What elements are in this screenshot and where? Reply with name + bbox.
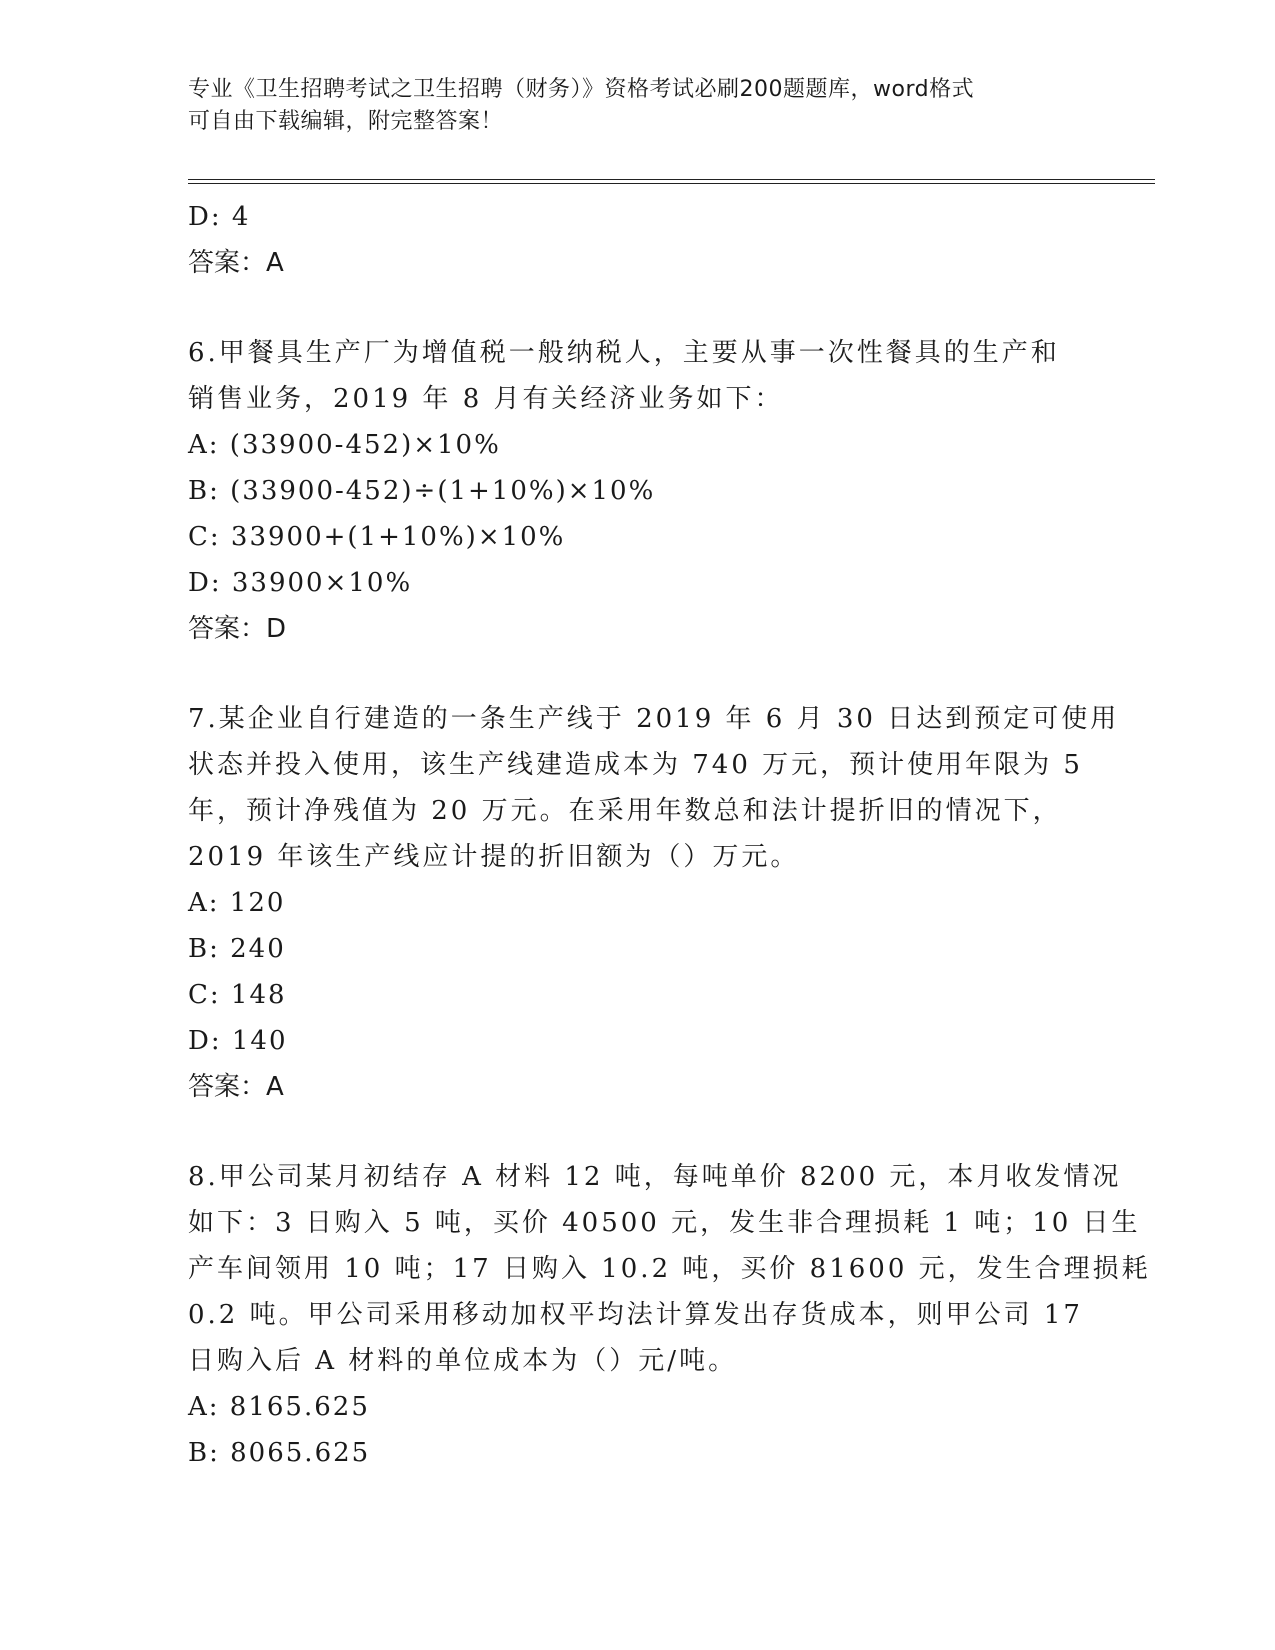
- question-8: [188, 1154, 1151, 1476]
- spacer: [188, 286, 1068, 330]
- question-8-option-a: A: 8165.625: [188, 1392, 370, 1422]
- question-6-option-d: D: 33900×10%: [188, 568, 413, 598]
- spacer: [188, 1110, 1068, 1154]
- question-7-line-3: 年，预计净残值为 20 万元。在采用年数总和法计提折旧的情况下，: [188, 796, 1062, 826]
- header-line-1: 专业《卫生招聘考试之卫生招聘（财务）》资格考试必刷200题题库，word格式: [188, 77, 975, 102]
- question-7-option-a: A: 120: [188, 888, 286, 918]
- question-6-line-2: 销售业务，2019 年 8 月有关经济业务如下：: [188, 384, 784, 414]
- question-8-option-b: B: 8065.625: [188, 1438, 371, 1468]
- question-7-option-d: D: 140: [188, 1026, 288, 1056]
- header-divider-top: [188, 179, 1155, 180]
- question-6-option-c: C: 33900+(1+10%)×10%: [188, 522, 566, 552]
- question-7-line-4: 2019 年该生产线应计提的折旧额为（）万元。: [188, 842, 800, 872]
- document-header: [188, 74, 1068, 138]
- header-divider-bottom: [188, 183, 1155, 184]
- question-6-option-a: A: (33900-452)×10%: [188, 430, 501, 460]
- header-line-2: 可自由下载编辑，附完整答案！: [188, 109, 504, 134]
- question-8-line-5: 日购入后 A 材料的单位成本为（）元/吨。: [188, 1346, 738, 1376]
- question-7: [188, 696, 1120, 1110]
- prev-answer: 答案：A: [188, 248, 284, 278]
- question-8-line-1: 8.甲公司某月初结存 A 材料 12 吨，每吨单价 8200 元，本月收发情况: [188, 1162, 1122, 1192]
- question-7-option-b: B: 240: [188, 934, 286, 964]
- question-6-option-b: B: (33900-452)÷(1+10%)×10%: [188, 476, 656, 506]
- question-6: [188, 330, 1068, 652]
- question-8-line-3: 产车间领用 10 吨；17 日购入 10.2 吨，买价 81600 元，发生合理损耗: [188, 1254, 1151, 1284]
- question-7-answer: 答案：A: [188, 1072, 284, 1102]
- question-6-line-1: 6.甲餐具生产厂为增值税一般纳税人，主要从事一次性餐具的生产和: [188, 338, 1060, 368]
- document-body: [188, 194, 1151, 1476]
- question-7-line-1: 7.某企业自行建造的一条生产线于 2019 年 6 月 30 日达到预定可使用: [188, 704, 1120, 734]
- spacer: [188, 652, 1068, 696]
- question-7-option-c: C: 148: [188, 980, 287, 1010]
- prev-option-d: D: 4: [188, 202, 251, 232]
- question-8-line-4: 0.2 吨。甲公司采用移动加权平均法计算发出存货成本，则甲公司 17: [188, 1300, 1083, 1330]
- question-8-line-2: 如下：3 日购入 5 吨，买价 40500 元，发生非合理损耗 1 吨；10 日生: [188, 1208, 1141, 1238]
- question-7-line-2: 状态并投入使用，该生产线建造成本为 740 万元，预计使用年限为 5: [188, 750, 1083, 780]
- question-6-answer: 答案：D: [188, 614, 287, 644]
